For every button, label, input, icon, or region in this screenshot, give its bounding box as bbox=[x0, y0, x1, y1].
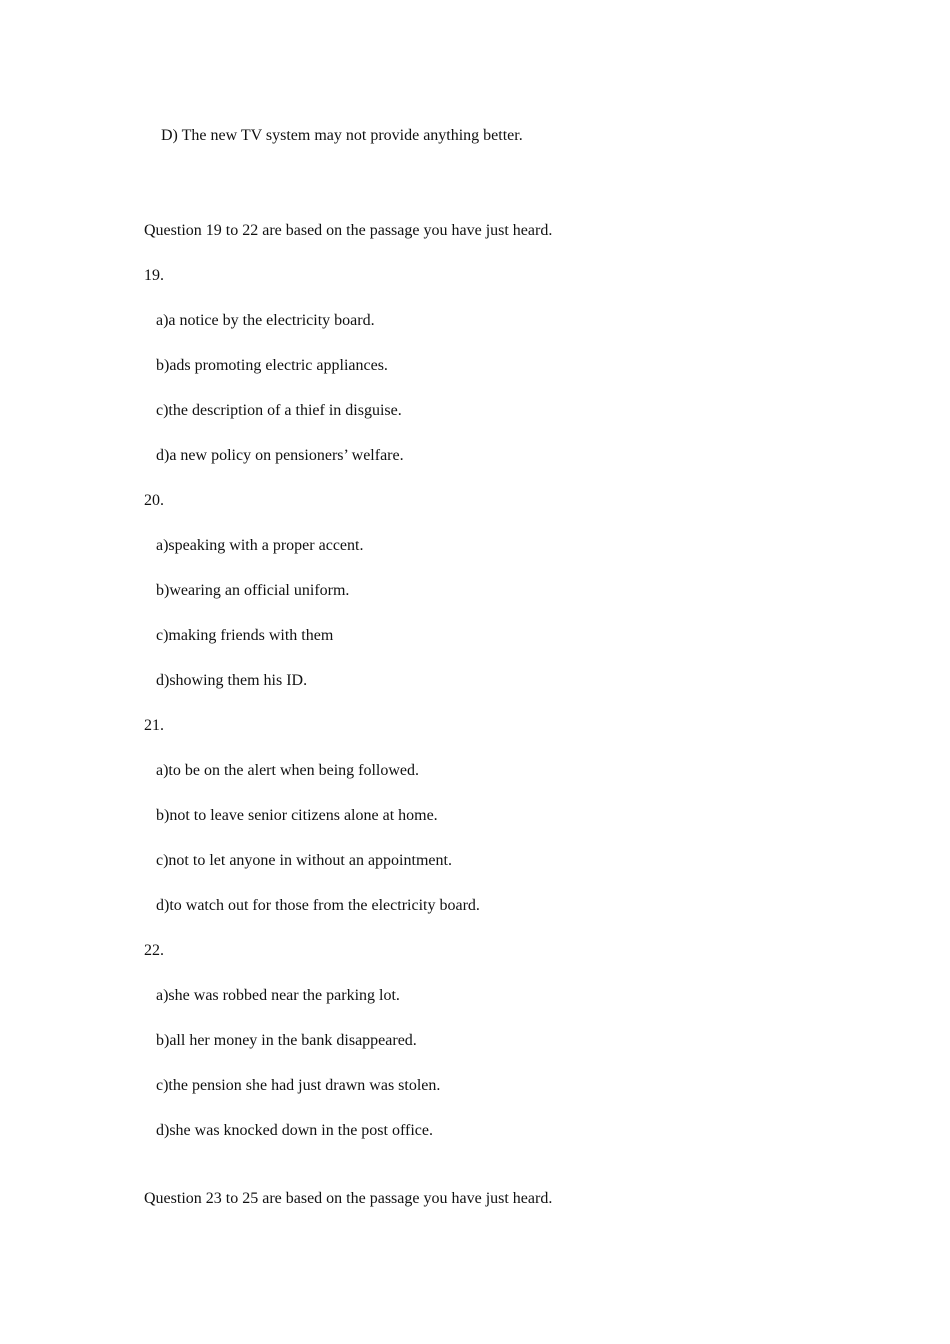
q22-option-b: b)all her money in the bank disappeared. bbox=[156, 1032, 417, 1049]
q19-option-c: c)the description of a thief in disguise. bbox=[156, 402, 402, 419]
q19-option-a: a)a notice by the electricity board. bbox=[156, 312, 375, 329]
q19-option-d: d)a new policy on pensioners’ welfare. bbox=[156, 447, 404, 464]
q19-option-b: b)ads promoting electric appliances. bbox=[156, 357, 388, 374]
q21-option-a: a)to be on the alert when being followed. bbox=[156, 762, 420, 779]
question-number-19: 19. bbox=[144, 267, 164, 284]
q20-option-a: a)speaking with a proper accent. bbox=[156, 537, 364, 554]
q21-option-d: d)to watch out for those from the electricity board. bbox=[156, 897, 480, 914]
q21-option-b: b)not to leave senior citizens alone at home. bbox=[156, 807, 438, 824]
q20-option-d: d)showing them his ID. bbox=[156, 672, 308, 689]
q20-option-c: c)making friends with them bbox=[156, 627, 334, 644]
q22-option-d: d)she was knocked down in the post office. bbox=[156, 1122, 433, 1139]
question-number-21: 21. bbox=[144, 717, 164, 734]
question-number-22: 22. bbox=[144, 942, 164, 959]
q22-option-a: a)she was robbed near the parking lot. bbox=[156, 987, 400, 1004]
section-intro-23-25: Question 23 to 25 are based on the passage you have just heard. bbox=[144, 1190, 553, 1207]
question-number-20: 20. bbox=[144, 492, 164, 509]
previous-question-option-d: D) The new TV system may not provide anything better. bbox=[161, 127, 523, 144]
q21-option-c: c)not to let anyone in without an appointment. bbox=[156, 852, 452, 869]
q22-option-c: c)the pension she had just drawn was stolen. bbox=[156, 1077, 441, 1094]
q20-option-b: b)wearing an official uniform. bbox=[156, 582, 350, 599]
section-intro-19-22: Question 19 to 22 are based on the passage you have just heard. bbox=[144, 222, 553, 239]
